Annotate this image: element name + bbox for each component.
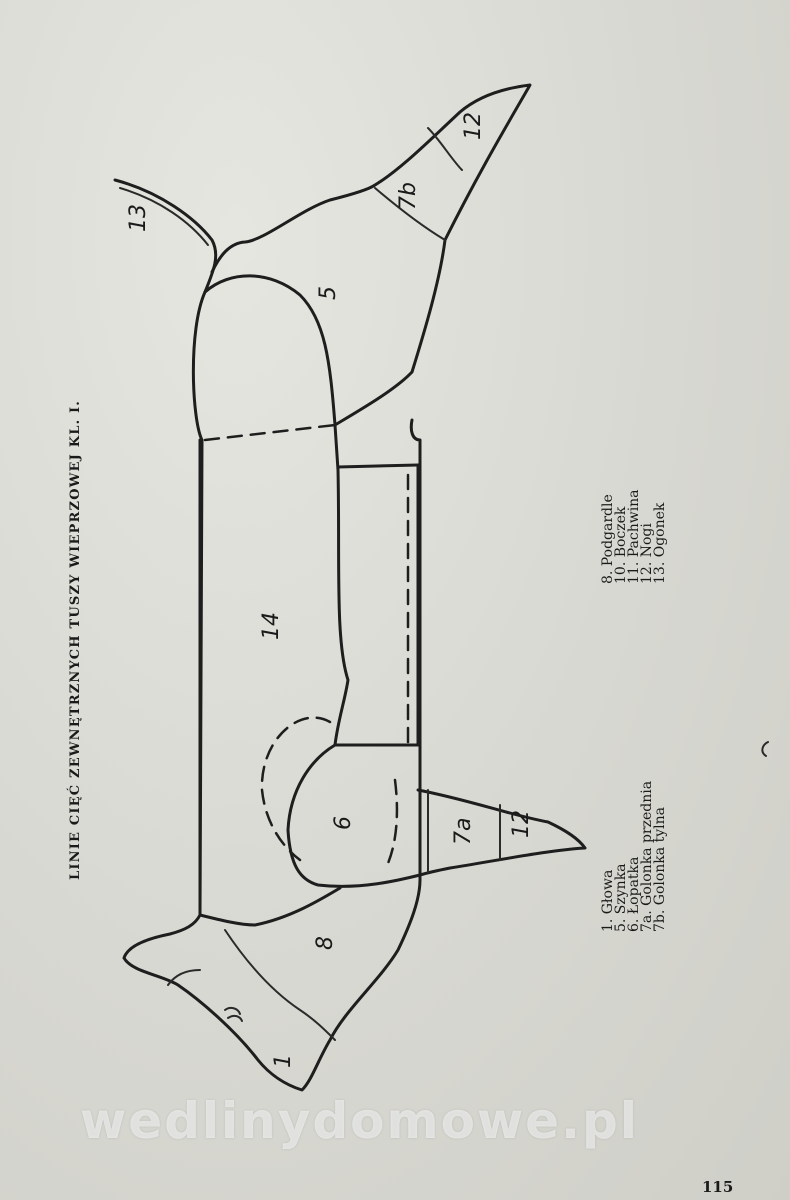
- shoulder-dashed-2: [385, 780, 397, 870]
- region-7a-label: 7a: [451, 817, 476, 845]
- region-13-label: 13: [126, 204, 151, 232]
- legend-item: 8. Podgardle: [600, 494, 616, 584]
- belly-cross-cut-1: [338, 465, 418, 467]
- legend-item: 5. Szynka: [613, 863, 629, 932]
- region-6-label: 6: [331, 816, 356, 830]
- shoulder-cut: [288, 745, 420, 886]
- legend-item: 10. Boczek: [613, 506, 629, 584]
- legend-item: 6. Łopatka: [626, 856, 642, 932]
- region-12-hind-label: 12: [461, 112, 486, 140]
- jowl-cut: [200, 888, 340, 925]
- loin-dashed-cut: [205, 425, 335, 440]
- region-12-front-label: 12: [509, 810, 534, 838]
- eye-2: [228, 1016, 242, 1021]
- eye: [225, 1008, 240, 1014]
- region-5-label: 5: [316, 286, 341, 300]
- ham-cut: [205, 240, 445, 425]
- loin-cut: [335, 425, 348, 745]
- legend-item: 13. Ogonek: [652, 502, 668, 584]
- region-8-label: 8: [313, 936, 338, 950]
- region-1-label: 1: [271, 1054, 296, 1068]
- region-14-label: 14: [259, 612, 284, 640]
- stray-mark: [762, 742, 768, 756]
- carcass-outline: [124, 292, 420, 1090]
- region-7b-label: 7b: [396, 182, 421, 210]
- page-number: 115: [702, 1178, 734, 1196]
- diagram-title: LINIE CIĘĆ ZEWNĘTRZNYCH TUSZY WIEPRZOWEJ KL. I.: [68, 399, 83, 880]
- front-leg: [418, 790, 585, 875]
- watermark: wedlinydomowe.pl: [80, 1092, 639, 1150]
- legend-item: 1. Głowa: [600, 869, 616, 932]
- legend-item: 12. Nogi: [639, 523, 655, 584]
- legend-column-2: [602, 489, 667, 584]
- legend-item: 7b. Golonka tylna: [652, 807, 668, 932]
- hind-hock-cut-2: [428, 128, 462, 170]
- legend-item: 11. Pachwina: [626, 489, 642, 584]
- legend-item: 7a. Golonka przednia: [639, 780, 655, 932]
- legend-column-1: [602, 781, 667, 932]
